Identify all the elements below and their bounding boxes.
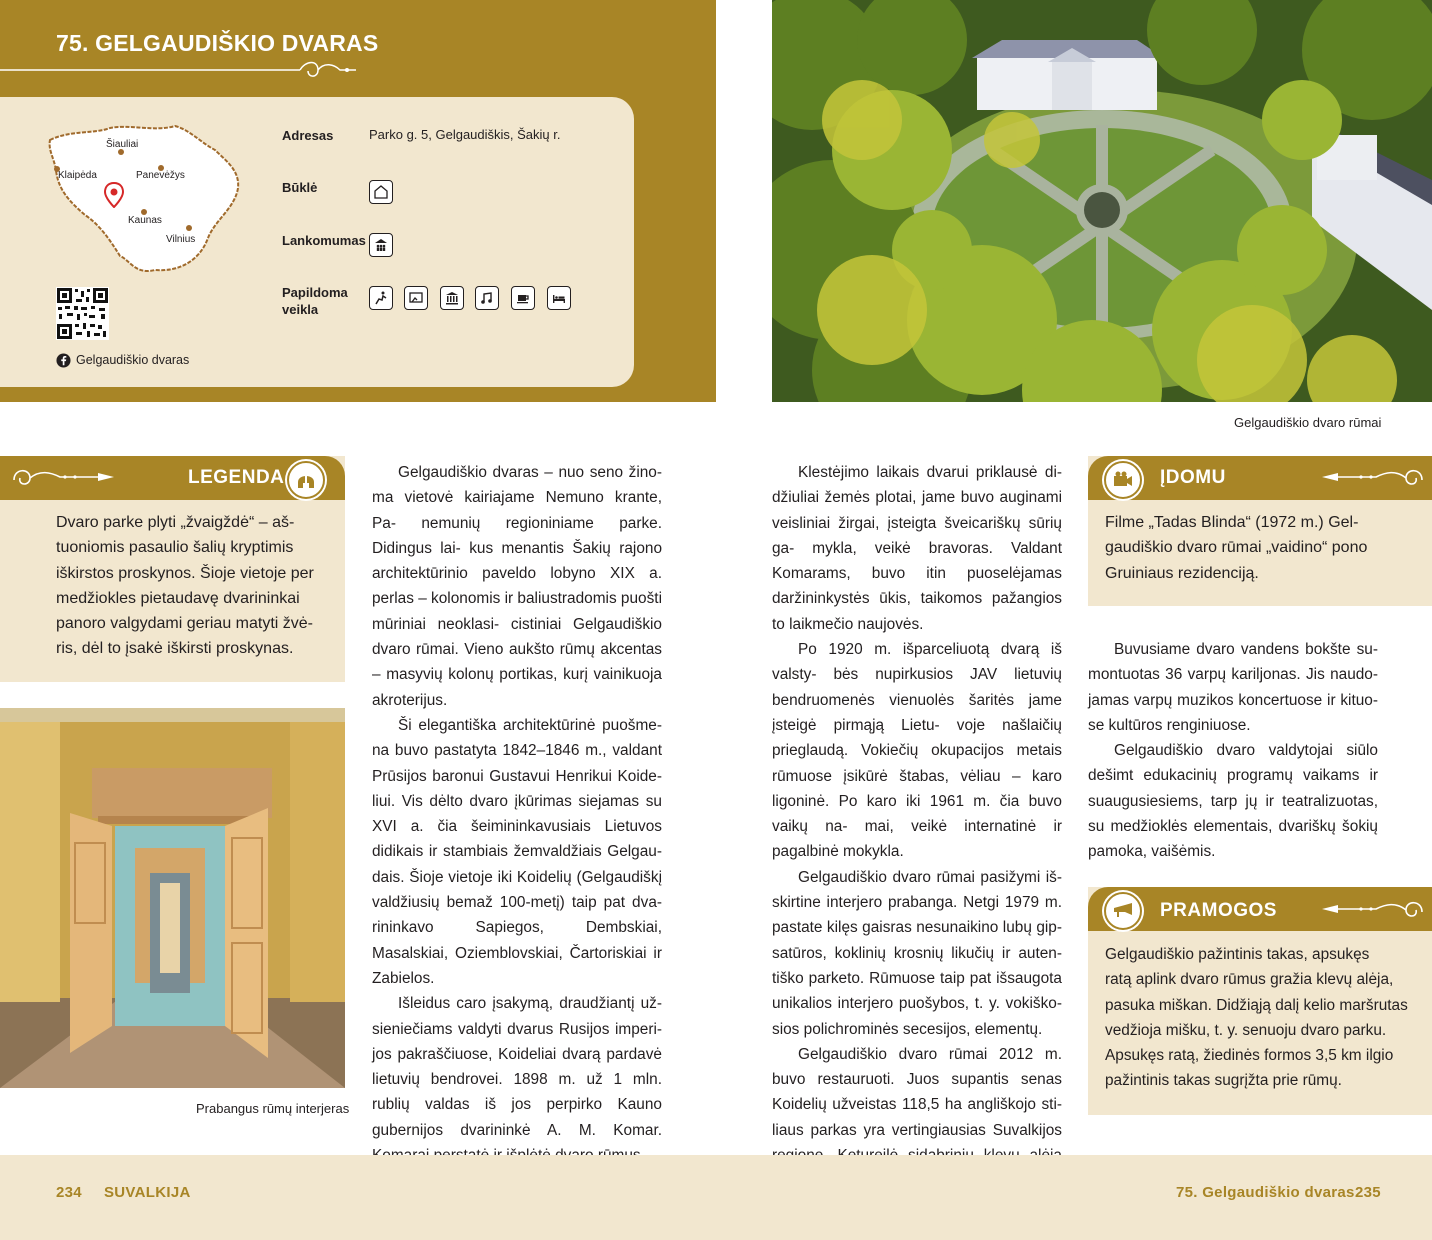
interior-photo	[0, 708, 345, 1088]
title-ornament	[0, 58, 356, 82]
legenda-line: iškirstos proskynos. Šioje vietoje per	[56, 564, 314, 582]
page-title: 75. GELGAUDIŠKIO DVARAS	[56, 30, 379, 56]
paragraph: Gelgaudiškio dvaras – nuo seno žino- ma vietovė kairiajame Nemuno krante, Pa- nemunių regioniniame parke. Didingus lai- kus menantis Šakių rajono architektūrinio paveldo lobyno XIX a. perlas – kolonomis ir baliustradomis puošti mūriniai neoklasi- cistiniai Gelgaudiškio dvaro rūmai. Vieno aukšto rūmų akcentas – masyvių kolonų portikas, kurį vainikuoja akroterijus.	[372, 464, 663, 709]
extra-label-line1: Papildoma	[282, 285, 348, 300]
pramogos-line: pažintinis takas sugrįžta prie rūmų.	[1105, 1072, 1342, 1090]
legenda-line: tuoniomis pasaulio šalių kryptimis	[56, 539, 294, 557]
pramogos-line: ratą aplink dvaro rūmus gražia klevų alėja,	[1105, 971, 1394, 989]
idomu-line: Gruiniaus rezidenciją.	[1105, 564, 1259, 582]
lodging-icon	[547, 286, 571, 310]
paragraph: Išleidus caro įsakymą, draudžiantį už- sieniečiams valdyti dvarus Rusijos imperi- jos pakraščiuose, Koideliai dvarą pardavė lietuvių bendrovei. 1898 m. už 1 mln. rublių valdas iš jos perpirko Kauno gubernijos dvarininkė A. M. Komar.	[372, 995, 663, 1139]
extra-label-line2: veikla	[282, 302, 319, 317]
legenda-line: panoro valgydami geriau matyti žvė-	[56, 615, 314, 633]
paragraph: Po 1920 m. išparceliuotą dvarą iš valsty- bės nupirkusios JAV lietuvių bendruomenės vienuolės šaritės jame įsteigė pirmąją Lietu- voje našlaičių prieglaudą. Vokiečių okupacijos metais rūmuose įsikūrė štabas, vėliau – karo ligoninė. Po karo iki 1961 m. čia buvo vaikų na- mai, veikė internatinė ir pagalbinė mokykla.	[772, 641, 1062, 861]
facebook-icon[interactable]	[56, 353, 71, 368]
camera-icon	[1111, 468, 1135, 492]
museum-icon	[440, 286, 464, 310]
education-icon	[404, 286, 428, 310]
city-dot	[186, 225, 192, 231]
article-column-1	[372, 460, 662, 1168]
address-value: Parko g. 5, Gelgaudiškis, Šakių r.	[369, 127, 561, 142]
city-kaunas: Kaunas	[128, 215, 162, 226]
right-section-label: 75. Gelgaudiškio dvaras	[1176, 1184, 1355, 1201]
interior-caption: Prabangus rūmų interjeras	[196, 1101, 350, 1116]
legenda-ornament	[10, 460, 120, 494]
legenda-badge	[287, 461, 325, 499]
pramogos-line: Gelgaudiškio pažintinis takas, apsukęs	[1105, 946, 1370, 963]
pramogos-text	[1105, 942, 1425, 1094]
legenda-text	[56, 510, 331, 662]
manor-aerial-photo	[772, 0, 1432, 402]
idomu-line: Filme „Tadas Blinda“ (1972 m.) Gel-	[1105, 514, 1359, 531]
visits-label: Lankomumas	[282, 233, 366, 248]
paragraph: Klestėjimo laikais dvarui priklausė di- džiuliai žemės plotai, jame buvo auginami veisliniai žirgai, įsteigta šveicariškų sūrių ga- mykla, veikė bravoras. Valdant Komarams, buvo itin puoselėjamas daržininkystės ūkis, taikomos pažangios to laikmečio naujovės.	[772, 464, 1063, 633]
helmet-icon	[294, 468, 318, 492]
building-state-icon	[369, 180, 393, 204]
paragraph: Ši elegantiška architektūrinė puošme- na buvo pastatyta 1842–1846 m., valdant Prūsijos baronui Gustavui Henrikui Koide- liui. Vis dėlto dvaro įkūrimas siejamas su XVI a. čia šeimininkavusiais Lietuvos didikais ir stambiais žemvaldžiais Gelgau- dais. Šioje vietoje iki Koidelių (Gelgaudiškį valdžiusių bemaž 100-metį) taip pat dva- rininkavo Sapiegos, Dembskiai, Masalskiai, Oziemblovskiai, Čartoriskiai ir Zabielos.	[372, 716, 662, 987]
qr-code[interactable]	[56, 287, 109, 340]
pramogos-line: pasuka miškan. Didžiąją dalį kelio maršrutas	[1105, 996, 1408, 1014]
legenda-title: LEGENDA	[188, 467, 285, 488]
city-klaipeda: Klaipėda	[58, 170, 97, 181]
idomu-line: gaudiškio dvaro rūmai „vaidino“ pono	[1105, 539, 1368, 557]
legenda-line: Dvaro parke plyti „žvaigždė“ – aš-	[56, 514, 295, 531]
facebook-link[interactable]: Gelgaudiškio dvaras	[76, 353, 190, 367]
trumpet-icon	[1111, 899, 1135, 923]
music-icon	[475, 286, 499, 310]
paragraph: Gelgaudiškio dvaro valdytojai siūlo dešimt edukacinių programų vaikams ir suaugusiesiems, tarp jų ir teatralizuotas, su medžioklės elementais, dvariškų šokių pamoka, vaišėmis.	[1088, 742, 1378, 861]
location-pin-icon	[104, 182, 124, 208]
article-column-2	[772, 460, 1062, 1194]
right-page-number: 235	[1355, 1184, 1381, 1201]
city-panevezys: Panevėžys	[136, 170, 185, 181]
idomu-text	[1105, 510, 1425, 586]
paragraph: Buvusiame dvaro vandens bokšte su- montuotas 36 varpų kariljonas. Jis naudo- jamas varpų muzikos koncertuose ir kituo- se kultūros renginiuose.	[1088, 641, 1378, 734]
city-vilnius: Vilnius	[166, 234, 196, 245]
cafe-icon	[511, 286, 535, 310]
article-column-3	[1088, 637, 1378, 865]
legenda-line: ris, dėl to įsakė iškirsti proskynas.	[56, 640, 294, 658]
left-section-label: SUVALKIJA	[104, 1184, 191, 1201]
pramogos-line: vedžioja mišku, t. y. senuoju dvaro parku.	[1105, 1021, 1387, 1039]
paragraph: Gelgaudiškio dvaro rūmai pasižymi iš- skirtine interjero prabanga. Netgi 1979 m. pastate kilęs gaisras nesunaikino lubų gip- satūros, koklinių krosnių likučių ir auten- tiško parketo. Rūmuose taip pat išsaugota unikalios interjero puošybos, t. y. vokiško- sios polichrominės secesijos, elementų.	[772, 868, 1062, 1038]
left-page-number: 234	[56, 1184, 82, 1201]
pramogos-title: PRAMOGOS	[1160, 900, 1277, 921]
state-label: Būklė	[282, 180, 318, 195]
top-photo-caption: Gelgaudiškio dvaro rūmai	[1234, 415, 1382, 430]
idomu-badge	[1104, 461, 1142, 499]
idomu-title: ĮDOMU	[1160, 467, 1226, 488]
address-label: Adresas	[282, 128, 334, 143]
extra-label	[282, 284, 348, 318]
pramogos-ornament	[1316, 892, 1426, 926]
lithuania-map	[40, 120, 245, 280]
visitors-icon	[369, 233, 393, 257]
pramogos-badge	[1104, 892, 1142, 930]
guide-icon	[369, 286, 393, 310]
idomu-ornament	[1316, 460, 1426, 494]
pramogos-line: Apsukęs ratą, žiedinės formos 3,5 km ilgio	[1105, 1047, 1394, 1065]
city-siauliai: Šiauliai	[106, 139, 139, 150]
paragraph: Gelgaudiškio dvaro rūmai 2012 m. buvo restauruoti. Juos supantis senas Koidelių užveistas 118,5 ha angliškojo sti- liaus parkas yra vertingiausias Suvalkijos	[772, 1045, 1062, 1139]
legenda-line: medžiokles pietaudavę dvarininkai	[56, 589, 300, 607]
